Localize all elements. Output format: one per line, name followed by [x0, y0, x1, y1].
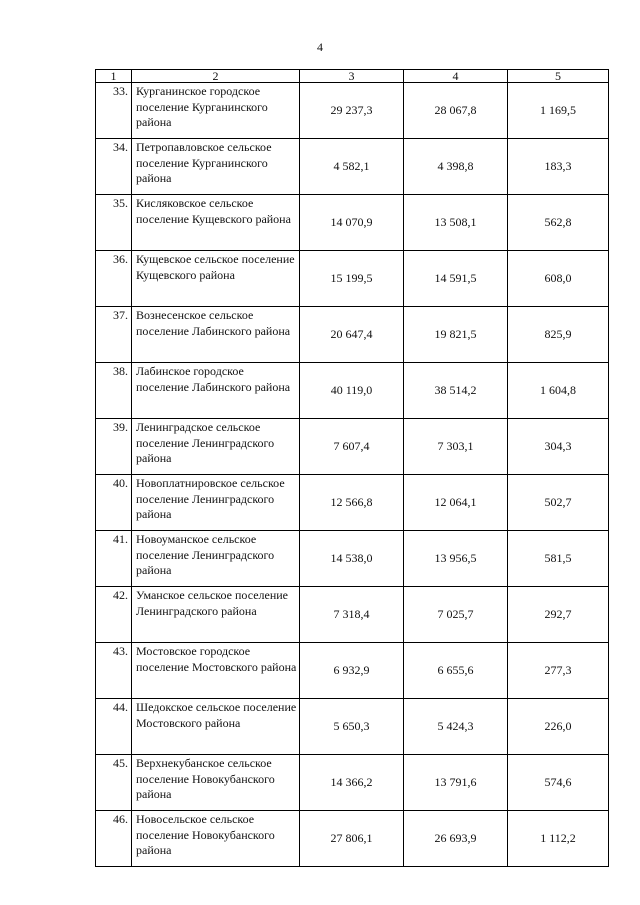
- row-number-cell: 46.: [96, 811, 132, 867]
- column-5-value-cell: 277,3: [508, 643, 609, 699]
- settlement-name-cell: Ленинградское сельское поселение Ленинградского района: [132, 419, 300, 475]
- column-header-4: 4: [404, 70, 508, 83]
- column-4-value-cell: 13 956,5: [404, 531, 508, 587]
- column-header-5: 5: [508, 70, 609, 83]
- page-number: 4: [317, 40, 323, 54]
- column-5-value-cell: 502,7: [508, 475, 609, 531]
- column-3-value-cell: 7 607,4: [300, 419, 404, 475]
- column-5-value-cell: 574,6: [508, 755, 609, 811]
- column-4-value-cell: 6 655,6: [404, 643, 508, 699]
- row-number-cell: 41.: [96, 531, 132, 587]
- column-4-value-cell: 19 821,5: [404, 307, 508, 363]
- column-4-value-cell: 13 791,6: [404, 755, 508, 811]
- column-3-value-cell: 14 070,9: [300, 195, 404, 251]
- column-3-value-cell: 6 932,9: [300, 643, 404, 699]
- settlement-name-cell: Новосельское сельское поселение Новокубанского района: [132, 811, 300, 867]
- table-row: [96, 363, 609, 419]
- settlement-name-cell: Уманское сельское поселение Ленинградского района: [132, 587, 300, 643]
- budget-table: [95, 69, 609, 867]
- row-number-cell: 34.: [96, 139, 132, 195]
- row-number-cell: 35.: [96, 195, 132, 251]
- column-5-value-cell: 292,7: [508, 587, 609, 643]
- column-header-3: 3: [300, 70, 404, 83]
- table-row: [96, 251, 609, 307]
- column-3-value-cell: 4 582,1: [300, 139, 404, 195]
- column-3-value-cell: 7 318,4: [300, 587, 404, 643]
- column-3-value-cell: 12 566,8: [300, 475, 404, 531]
- row-number-cell: 37.: [96, 307, 132, 363]
- column-4-value-cell: 26 693,9: [404, 811, 508, 867]
- column-4-value-cell: 28 067,8: [404, 83, 508, 139]
- column-4-value-cell: 14 591,5: [404, 251, 508, 307]
- settlement-name-cell: Кисляковское сельское поселение Кущевского района: [132, 195, 300, 251]
- settlement-name-cell: Курганинское городское поселение Курганинского района: [132, 83, 300, 139]
- row-number-cell: 39.: [96, 419, 132, 475]
- table-row: [96, 475, 609, 531]
- settlement-name-cell: Верхнекубанское сельское поселение Новокубанского района: [132, 755, 300, 811]
- table-row: [96, 811, 609, 867]
- column-4-value-cell: 4 398,8: [404, 139, 508, 195]
- table-body: [96, 83, 609, 867]
- settlement-name-cell: Лабинское городское поселение Лабинского района: [132, 363, 300, 419]
- column-3-value-cell: 29 237,3: [300, 83, 404, 139]
- column-5-value-cell: 183,3: [508, 139, 609, 195]
- table-row: [96, 755, 609, 811]
- column-3-value-cell: 40 119,0: [300, 363, 404, 419]
- row-number-cell: 36.: [96, 251, 132, 307]
- column-header-1: 1: [96, 70, 132, 83]
- column-3-value-cell: 15 199,5: [300, 251, 404, 307]
- row-number-cell: 43.: [96, 643, 132, 699]
- column-5-value-cell: 1 169,5: [508, 83, 609, 139]
- settlement-name-cell: Новоуманское сельское поселение Ленинградского района: [132, 531, 300, 587]
- column-5-value-cell: 1 604,8: [508, 363, 609, 419]
- column-5-value-cell: 304,3: [508, 419, 609, 475]
- row-number-cell: 45.: [96, 755, 132, 811]
- table-row: [96, 587, 609, 643]
- column-3-value-cell: 14 366,2: [300, 755, 404, 811]
- settlement-name-cell: Вознесенское сельское поселение Лабинского района: [132, 307, 300, 363]
- column-header-2: 2: [132, 70, 300, 83]
- table-row: [96, 643, 609, 699]
- settlement-name-cell: Новоплатнировское сельское поселение Ленинградского района: [132, 475, 300, 531]
- table-row: [96, 139, 609, 195]
- row-number-cell: 42.: [96, 587, 132, 643]
- row-number-cell: 33.: [96, 83, 132, 139]
- column-5-value-cell: 226,0: [508, 699, 609, 755]
- column-4-value-cell: 13 508,1: [404, 195, 508, 251]
- table-row: [96, 531, 609, 587]
- column-4-value-cell: 7 303,1: [404, 419, 508, 475]
- settlement-name-cell: Шедокское сельское поселение Мостовского района: [132, 699, 300, 755]
- column-5-value-cell: 562,8: [508, 195, 609, 251]
- column-5-value-cell: 581,5: [508, 531, 609, 587]
- table-row: [96, 307, 609, 363]
- table-row: [96, 195, 609, 251]
- column-3-value-cell: 20 647,4: [300, 307, 404, 363]
- column-3-value-cell: 14 538,0: [300, 531, 404, 587]
- row-number-cell: 44.: [96, 699, 132, 755]
- settlement-name-cell: Мостовское городское поселение Мостовского района: [132, 643, 300, 699]
- column-5-value-cell: 1 112,2: [508, 811, 609, 867]
- table-row: [96, 419, 609, 475]
- table-header-row: [96, 70, 609, 83]
- row-number-cell: 40.: [96, 475, 132, 531]
- column-5-value-cell: 825,9: [508, 307, 609, 363]
- row-number-cell: 38.: [96, 363, 132, 419]
- settlement-name-cell: Кущевское сельское поселение Кущевского района: [132, 251, 300, 307]
- column-4-value-cell: 5 424,3: [404, 699, 508, 755]
- column-4-value-cell: 38 514,2: [404, 363, 508, 419]
- column-4-value-cell: 7 025,7: [404, 587, 508, 643]
- settlement-name-cell: Петропавловское сельское поселение Курганинского района: [132, 139, 300, 195]
- table-row: [96, 699, 609, 755]
- column-3-value-cell: 27 806,1: [300, 811, 404, 867]
- column-3-value-cell: 5 650,3: [300, 699, 404, 755]
- column-4-value-cell: 12 064,1: [404, 475, 508, 531]
- column-5-value-cell: 608,0: [508, 251, 609, 307]
- table-row: [96, 83, 609, 139]
